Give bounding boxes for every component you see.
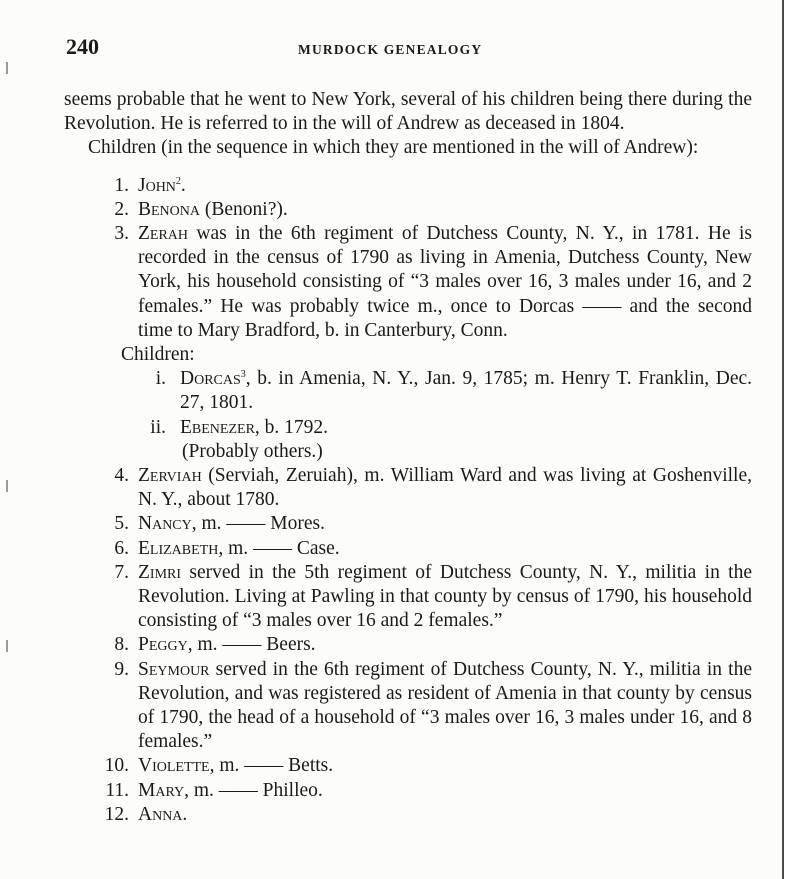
zerah-children-block bbox=[121, 343, 752, 464]
child-name: Elizabeth bbox=[138, 537, 219, 559]
roman-numeral: i. bbox=[155, 368, 166, 390]
child-entry bbox=[64, 512, 752, 536]
child-text: served in the 5th regiment of Dutchess County, N. Y., militia in the Revolution. Living at Pawling in that county by census of 1790, his household consisting of “3 males over 16 and 2 females.” bbox=[138, 561, 752, 632]
entry-number: 8. bbox=[114, 634, 129, 656]
sub-children-heading: Children: bbox=[121, 344, 195, 366]
page-number: 240 bbox=[66, 34, 99, 59]
grandchild-entry bbox=[138, 367, 752, 415]
child-entry bbox=[64, 561, 752, 634]
entry-number: 10. bbox=[104, 755, 129, 777]
child-name: Benona bbox=[138, 198, 200, 220]
grandchild-text: , b. in Amenia, N. Y., Jan. 9, 1785; m. Henry T. Franklin, Dec. 27, 1801. bbox=[180, 368, 752, 414]
children-intro-paragraph: Children (in the sequence in which they are mentioned in the will of Andrew): bbox=[88, 137, 699, 159]
child-text: (Serviah, Zeruiah), m. William Ward and was living at Goshenville, N. Y., about 1780. bbox=[138, 465, 752, 511]
child-text: , m. —— Beers. bbox=[187, 634, 316, 656]
child-name: John bbox=[138, 174, 176, 196]
child-entry bbox=[64, 803, 752, 827]
child-name: Zerah bbox=[138, 223, 189, 245]
page-edge bbox=[782, 0, 800, 879]
child-entry bbox=[64, 754, 752, 778]
child-entry bbox=[64, 537, 752, 561]
page-body bbox=[64, 88, 752, 827]
entry-number: 9. bbox=[114, 658, 129, 680]
child-name: Seymour bbox=[138, 658, 210, 680]
child-text: , m. —— Mores. bbox=[191, 513, 326, 535]
child-name: Anna bbox=[138, 803, 183, 825]
child-entry bbox=[64, 464, 752, 512]
child-name: Violette bbox=[138, 755, 210, 777]
entry-number: 3. bbox=[114, 223, 129, 245]
intro-paragraph: seems probable that he went to New York, several of his children being there during the Revolution. He is referred to in the will of Andrew as deceased in 1804. bbox=[64, 89, 752, 135]
child-entry bbox=[64, 658, 752, 755]
entry-number: 11. bbox=[105, 779, 129, 801]
children-list bbox=[64, 174, 752, 827]
child-entry bbox=[64, 198, 752, 222]
running-title: MURDOCK GENEALOGY bbox=[298, 42, 483, 57]
child-text: served in the 6th regiment of Dutchess County, N. Y., militia in the Revolution, and was registered as resident of Amenia in that county by census of 1790, the head of a household of “3 males over 16, 3 males under 16, and 8 females.” bbox=[138, 658, 752, 753]
child-name: Nancy bbox=[138, 513, 192, 535]
grandchild-name: Ebenezer bbox=[180, 416, 255, 438]
roman-numeral: ii. bbox=[150, 416, 166, 438]
grandchild-entry bbox=[138, 416, 752, 440]
child-entry bbox=[64, 633, 752, 657]
entry-number: 6. bbox=[114, 537, 129, 559]
child-text: . bbox=[180, 174, 186, 196]
scan-margin-mark bbox=[6, 480, 8, 492]
child-text: , m. —— Case. bbox=[218, 537, 340, 559]
child-entry bbox=[64, 174, 752, 198]
scan-margin-mark bbox=[6, 62, 8, 74]
child-name: Peggy bbox=[138, 634, 188, 656]
entry-number: 4. bbox=[114, 465, 129, 487]
child-name: Zimri bbox=[138, 561, 182, 583]
grandchild-name: Dorcas bbox=[180, 368, 241, 390]
child-text: , m. —— Betts. bbox=[209, 755, 334, 777]
entry-number: 5. bbox=[114, 513, 129, 535]
child-name: Zerviah bbox=[138, 465, 202, 487]
grandchildren-list bbox=[138, 367, 752, 440]
entry-number: 1. bbox=[114, 174, 129, 196]
child-text: . bbox=[182, 803, 188, 825]
entry-number: 7. bbox=[114, 561, 129, 583]
child-text: (Benoni?). bbox=[200, 198, 288, 220]
generation-number: 2 bbox=[175, 175, 181, 187]
generation-number: 3 bbox=[240, 369, 246, 381]
page-header bbox=[66, 34, 756, 64]
child-entry bbox=[64, 779, 752, 803]
grandchild-text: , b. 1792. bbox=[254, 416, 329, 438]
child-text: was in the 6th regiment of Dutchess County, N. Y., in 1781. He is recorded in the census of 1790 as living in Amenia, Dutchess County, New York, his household consisting of “3 males over 16, 3 males under 16, and 2 females.” He was probably twice m., once to Dorcas —— and the second time to Mary Bradford, b. in Canterbury, Conn. bbox=[138, 223, 752, 341]
child-text: , m. —— Philleo. bbox=[184, 779, 323, 801]
child-entry bbox=[64, 222, 752, 464]
probably-others-note: (Probably others.) bbox=[182, 440, 323, 462]
entry-number: 2. bbox=[114, 198, 129, 220]
child-name: Mary bbox=[138, 779, 185, 801]
entry-number: 12. bbox=[104, 803, 129, 825]
scan-margin-mark bbox=[6, 640, 8, 652]
